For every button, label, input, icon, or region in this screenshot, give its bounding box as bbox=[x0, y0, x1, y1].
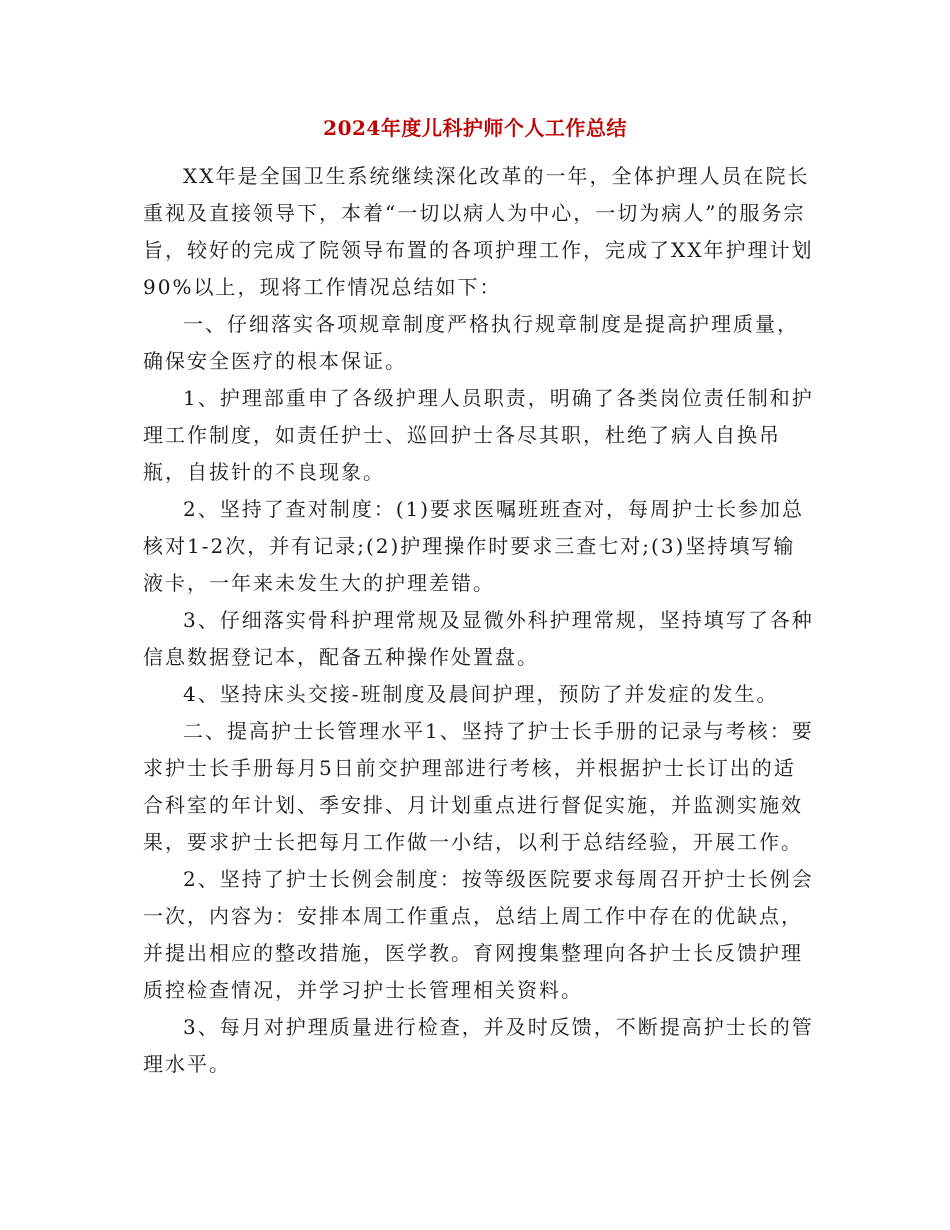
paragraph-item-1-2: 2、坚持了查对制度：(1)要求医嘱班班查对，每周护士长参加总核对1-2次，并有记录;(2)护理操作时要求三查七对;(3)坚持填写输液卡，一年来未发生大的护理差错。 bbox=[143, 497, 805, 595]
document-body bbox=[143, 158, 815, 1083]
paragraph-item-1-3: 3、仔细落实骨科护理常规及显微外科护理常规，坚持填写了各种信息数据登记本，配备五种操作处置盘。 bbox=[143, 608, 814, 669]
paragraph-item-2-2: 2、坚持了护士长例会制度：按等级医院要求每周召开护士长例会一次，内容为：安排本周工作重点，总结上周工作中存在的优缺点，并提出相应的整改措施，医学教。育网搜集整理向各护士长反馈护理质控检查情况，并学习护士长管理相关资料。 bbox=[143, 867, 814, 1002]
paragraph-section-2: 二、提高护士长管理水平1、坚持了护士长手册的记录与考核：要求护士长手册每月5日前交护理部进行考核，并根据护士长订出的适合科室的年计划、季安排、月计划重点进行督促实施，并监测实施效果，要求护士长把每月工作做一小结，以利于总结经验，开展工作。 bbox=[143, 719, 814, 854]
paragraph-item-2-3: 3、每月对护理质量进行检查，并及时反馈，不断提高护士长的管理水平。 bbox=[143, 1015, 814, 1076]
paragraph-intro: XX年是全国卫生系统继续深化改革的一年，全体护理人员在院长重视及直接领导下，本着“一切以病人为中心，一切为病人”的服务宗旨，较好的完成了院领导布置的各项护理工作，完成了XX年护理计划90%以上，现将工作情况总结如下： bbox=[143, 164, 814, 299]
paragraph-item-1-1: 1、护理部重申了各级护理人员职责，明确了各类岗位责任制和护理工作制度，如责任护士、巡回护士各尽其职，杜绝了病人自换吊瓶，自拔针的不良现象。 bbox=[143, 386, 814, 484]
paragraph-section-1: 一、仔细落实各项规章制度严格执行规章制度是提高护理质量，确保安全医疗的根本保证。 bbox=[143, 312, 799, 373]
document-title: 2024年度儿科护师个人工作总结 bbox=[323, 116, 627, 140]
paragraph-item-1-4: 4、坚持床头交接-班制度及晨间护理，预防了并发症的发生。 bbox=[183, 682, 779, 706]
